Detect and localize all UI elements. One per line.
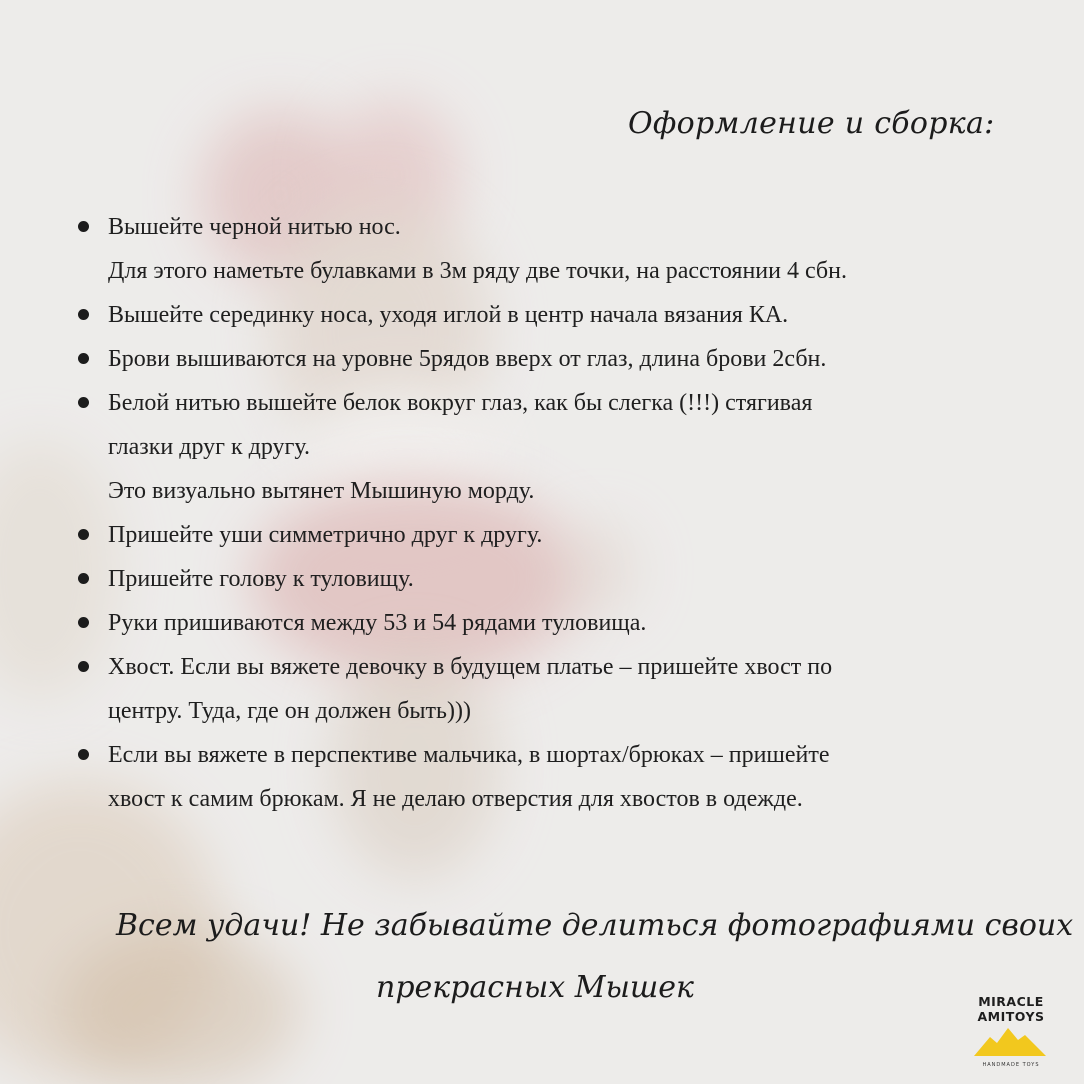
list-item-text: Вышейте черной нитью нос. bbox=[108, 214, 401, 240]
bullet-dot bbox=[78, 353, 89, 364]
list-item-text: глазки друг к другу. bbox=[108, 434, 310, 460]
list-item-text: Это визуально вытянет Мышиную морду. bbox=[108, 478, 535, 504]
instruction-list bbox=[78, 205, 1038, 821]
bullet-dot bbox=[78, 397, 89, 408]
list-item bbox=[78, 645, 1038, 733]
list-item-text: Для этого наметьте булавками в 3м ряду две точки, на расстоянии 4 сбн. bbox=[108, 258, 847, 284]
logo-text: AMITOYS bbox=[977, 1009, 1045, 1024]
list-item-text: Брови вышиваются на уровне 5рядов вверх от глаз, длина брови 2сбн. bbox=[108, 346, 827, 372]
brand-logo bbox=[966, 994, 1056, 1074]
list-item bbox=[78, 381, 1038, 513]
list-item-text: Пришейте голову к туловищу. bbox=[108, 566, 414, 592]
logo-text: MIRACLE bbox=[978, 994, 1044, 1009]
list-item bbox=[78, 293, 1038, 337]
list-item-text: Пришейте уши симметрично друг к другу. bbox=[108, 522, 543, 548]
list-item bbox=[78, 601, 1038, 645]
closing-line: Всем удачи! Не забывайте делиться фотографиями своих bbox=[116, 908, 1074, 943]
list-item-text: хвост к самим брюкам. Я не делаю отверстия для хвостов в одежде. bbox=[108, 786, 803, 812]
list-item bbox=[78, 557, 1038, 601]
list-item-text: Белой нитью вышейте белок вокруг глаз, как бы слегка (!!!) стягивая bbox=[108, 390, 813, 416]
list-item bbox=[78, 733, 1038, 821]
list-item-text: Руки пришиваются между 53 и 54 рядами туловища. bbox=[108, 610, 647, 636]
mountain-icon bbox=[966, 1024, 1056, 1056]
bullet-dot bbox=[78, 617, 89, 628]
bullet-dot bbox=[78, 661, 89, 672]
bullet-dot bbox=[78, 221, 89, 232]
list-item-text: центру. Туда, где он должен быть))) bbox=[108, 698, 471, 724]
page-title: Оформление и сборка: bbox=[628, 106, 995, 141]
list-item-text: Если вы вяжете в перспективе мальчика, в шортах/брюках – пришейте bbox=[108, 742, 830, 768]
bullet-dot bbox=[78, 573, 89, 584]
bullet-dot bbox=[78, 529, 89, 540]
list-item bbox=[78, 513, 1038, 557]
list-item-text: Вышейте серединку носа, уходя иглой в центр начала вязания КА. bbox=[108, 302, 789, 328]
list-item bbox=[78, 337, 1038, 381]
list-item bbox=[78, 205, 1038, 293]
closing-line: прекрасных Мышек bbox=[376, 970, 694, 1005]
logo-tagline: HANDMADE TOYS bbox=[982, 1062, 1040, 1068]
bullet-dot bbox=[78, 749, 89, 760]
list-item-text: Хвост. Если вы вяжете девочку в будущем платье – пришейте хвост по bbox=[108, 654, 833, 680]
bullet-dot bbox=[78, 309, 89, 320]
